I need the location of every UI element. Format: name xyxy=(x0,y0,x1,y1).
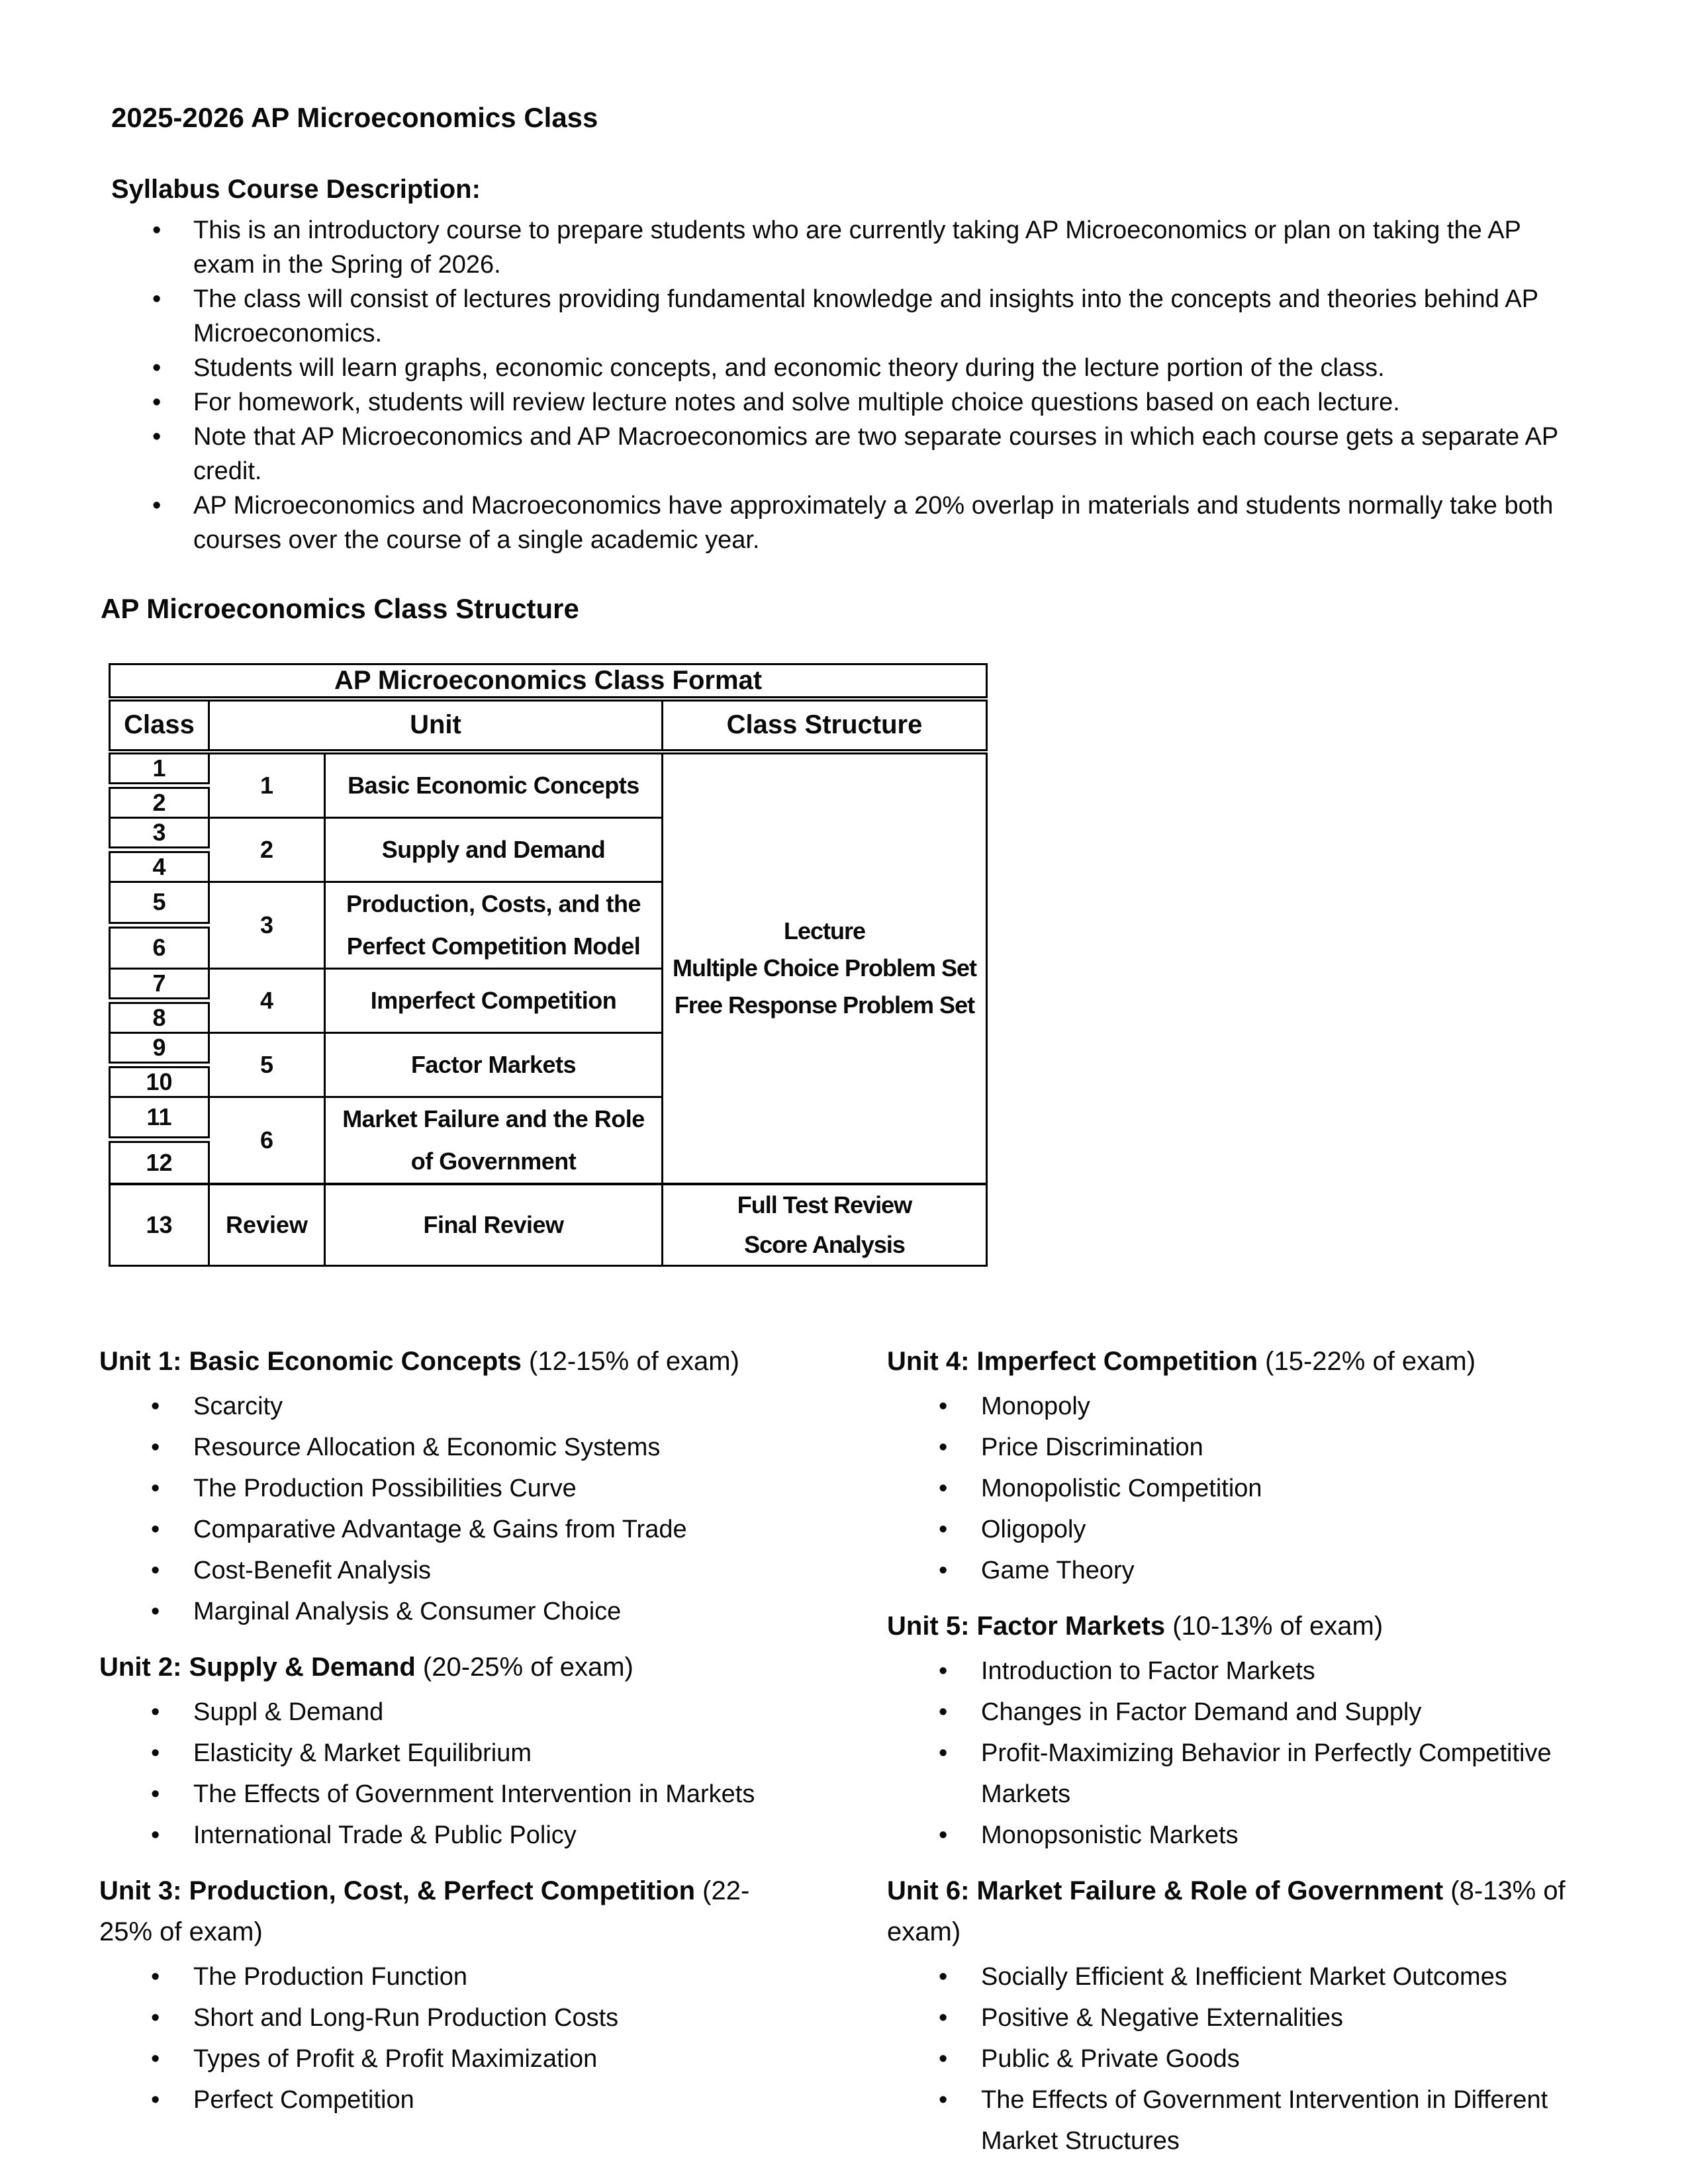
unit-heading xyxy=(887,1606,1569,1647)
table-cell: 4 xyxy=(110,850,209,882)
table-cell: 3 xyxy=(110,817,209,850)
unit-heading xyxy=(99,1341,761,1382)
topic-item: • Resource Allocation & Economic Systems xyxy=(99,1427,761,1468)
class-structure-line: Free Response Problem Set xyxy=(674,991,975,1019)
unit-heading-title: Unit 1: Basic Economic Concepts xyxy=(99,1346,522,1376)
topic-item: • Profit-Maximizing Behavior in Perfectly Competitive Markets xyxy=(887,1733,1569,1815)
unit-heading-title: Unit 3: Production, Cost, & Perfect Competition xyxy=(99,1876,696,1905)
topic-item: • Cost-Benefit Analysis xyxy=(99,1550,761,1591)
bullet-item: • This is an introductory course to prepare students who are currently taking AP Microeconomics or plan on taking the AP exam in the Spring of 2026. xyxy=(99,213,1582,282)
unit-column-left xyxy=(99,1341,761,2161)
topic-item: • Monopsonistic Markets xyxy=(887,1815,1569,1856)
table-row xyxy=(110,752,987,786)
topic-item: • The Effects of Government Intervention in Markets xyxy=(99,1774,761,1815)
topic-item: • Price Discrimination xyxy=(887,1427,1569,1468)
topic-item: • Changes in Factor Demand and Supply xyxy=(887,1692,1569,1733)
unit-heading-exam-note: (8-13% of exam) xyxy=(887,1876,1566,1946)
bullet-item: • Students will learn graphs, economic concepts, and economic theory during the lecture portion of the class. xyxy=(99,351,1582,385)
topic-item: • Monopolistic Competition xyxy=(887,1468,1569,1509)
topic-item: • The Effects of Government Intervention in Different Market Structures xyxy=(887,2079,1569,2161)
topic-item: • Comparative Advantage & Gains from Trade xyxy=(99,1509,761,1550)
table-cell: 2 xyxy=(209,817,325,882)
topic-item: • Scarcity xyxy=(99,1386,761,1427)
class-structure-line: Score Analysis xyxy=(744,1230,905,1258)
unit-heading xyxy=(887,1870,1569,1952)
table-cell: Basic Economic Concepts xyxy=(325,752,663,818)
unit-heading-title: Unit 2: Supply & Demand xyxy=(99,1652,416,1682)
unit-heading-title: Unit 4: Imperfect Competition xyxy=(887,1346,1258,1376)
unit-heading xyxy=(887,1341,1569,1382)
unit-topic-list xyxy=(887,1651,1569,1856)
topic-item: • The Production Possibilities Curve xyxy=(99,1468,761,1509)
unit-topic-list xyxy=(99,1386,761,1632)
table-cell: Supply and Demand xyxy=(325,817,663,882)
table-cell: 5 xyxy=(110,882,209,925)
topic-item: • Public & Private Goods xyxy=(887,2038,1569,2079)
table-cell: 1 xyxy=(209,752,325,818)
page-title: 2025-2026 AP Microeconomics Class xyxy=(111,102,598,133)
unit-heading-exam-note: (15-22% of exam) xyxy=(1258,1346,1476,1376)
topic-item: • Positive & Negative Externalities xyxy=(887,1997,1569,2038)
bullet-item: • The class will consist of lectures providing fundamental knowledge and insights into the concepts and theories behind AP Microeconomics. xyxy=(99,282,1582,351)
table-cell: 4 xyxy=(209,968,325,1032)
unit-heading-exam-note: (20-25% of exam) xyxy=(415,1652,633,1682)
table-cell: 6 xyxy=(110,925,209,969)
topic-item: • Marginal Analysis & Consumer Choice xyxy=(99,1591,761,1632)
table-cell: 6 xyxy=(209,1097,325,1184)
topic-item: • Socially Efficient & Inefficient Market Outcomes xyxy=(887,1956,1569,1997)
unit-topic-list xyxy=(887,1956,1569,2161)
table-cell xyxy=(663,752,987,1184)
unit-heading-exam-note: (12-15% of exam) xyxy=(521,1346,739,1376)
syllabus-heading: Syllabus Course Description: xyxy=(111,175,481,204)
topic-item: • International Trade & Public Policy xyxy=(99,1815,761,1856)
topic-item: • Oligopoly xyxy=(887,1509,1569,1550)
table-cell: 5 xyxy=(209,1032,325,1097)
table-title-row xyxy=(110,664,987,699)
unit-topic-list xyxy=(99,1692,761,1856)
table-cell: 11 xyxy=(110,1097,209,1140)
unit-heading-title: Unit 6: Market Failure & Role of Government xyxy=(887,1876,1444,1905)
unit-column-right xyxy=(887,1341,1569,2161)
table-cell: 3 xyxy=(209,882,325,968)
table-header-row xyxy=(110,699,987,752)
topic-item: • Short and Long-Run Production Costs xyxy=(99,1997,761,2038)
unit-heading-title: Unit 5: Factor Markets xyxy=(887,1611,1166,1641)
table-cell: Imperfect Competition xyxy=(325,968,663,1032)
topic-item: • Types of Profit & Profit Maximization xyxy=(99,2038,761,2079)
topic-item: • Suppl & Demand xyxy=(99,1692,761,1733)
topic-item: • Introduction to Factor Markets xyxy=(887,1651,1569,1692)
unit-heading xyxy=(99,1870,761,1952)
topic-item: • Elasticity & Market Equilibrium xyxy=(99,1733,761,1774)
topic-item: • The Production Function xyxy=(99,1956,761,1997)
unit-topic-list xyxy=(887,1386,1569,1591)
table-cell: 10 xyxy=(110,1065,209,1097)
table-title: AP Microeconomics Class Format xyxy=(110,664,987,699)
table-cell: Final Review xyxy=(325,1184,663,1266)
table-cell: 9 xyxy=(110,1032,209,1065)
table-cell: 1 xyxy=(110,752,209,786)
unit-detail-columns xyxy=(99,1341,1609,2161)
table-cell: 7 xyxy=(110,968,209,1001)
topic-item: • Monopoly xyxy=(887,1386,1569,1427)
unit-heading-exam-note: (22-25% of exam) xyxy=(99,1876,750,1946)
header-unit: Unit xyxy=(209,699,663,752)
table-cell: Production, Costs, and the Perfect Competition Model xyxy=(325,882,663,968)
table-cell: 8 xyxy=(110,1001,209,1033)
unit-heading-exam-note: (10-13% of exam) xyxy=(1165,1611,1383,1641)
class-structure-line: Lecture xyxy=(783,917,866,944)
header-class-structure: Class Structure xyxy=(663,699,987,752)
table-cell: Factor Markets xyxy=(325,1032,663,1097)
topic-item: • Perfect Competition xyxy=(99,2079,761,2120)
table-cell: 2 xyxy=(110,786,209,818)
syllabus-bullet-list xyxy=(99,213,1582,557)
table-cell: 12 xyxy=(110,1140,209,1183)
bullet-item: • For homework, students will review lecture notes and solve multiple choice questions based on each lecture. xyxy=(99,385,1582,420)
class-structure-heading: AP Microeconomics Class Structure xyxy=(101,593,579,624)
table-cell: Review xyxy=(209,1184,325,1266)
unit-heading xyxy=(99,1647,761,1688)
table-cell: 13 xyxy=(110,1184,209,1266)
table-cell: Market Failure and the Role of Government xyxy=(325,1097,663,1184)
table-review-row xyxy=(110,1184,987,1266)
header-class: Class xyxy=(110,699,209,752)
bullet-item: • Note that AP Microeconomics and AP Macroeconomics are two separate courses in which each course gets a separate AP credit. xyxy=(99,420,1582,488)
table-cell xyxy=(663,1184,987,1266)
unit-topic-list xyxy=(99,1956,761,2120)
class-structure-line: Full Test Review xyxy=(737,1191,912,1218)
class-format-table-body xyxy=(110,752,987,1266)
bullet-item: • AP Microeconomics and Macroeconomics have approximately a 20% overlap in materials and students normally take both courses over the course of a single academic year. xyxy=(99,488,1582,557)
class-format-table xyxy=(109,663,988,1267)
class-structure-line: Multiple Choice Problem Set xyxy=(672,954,977,981)
topic-item: • Game Theory xyxy=(887,1550,1569,1591)
